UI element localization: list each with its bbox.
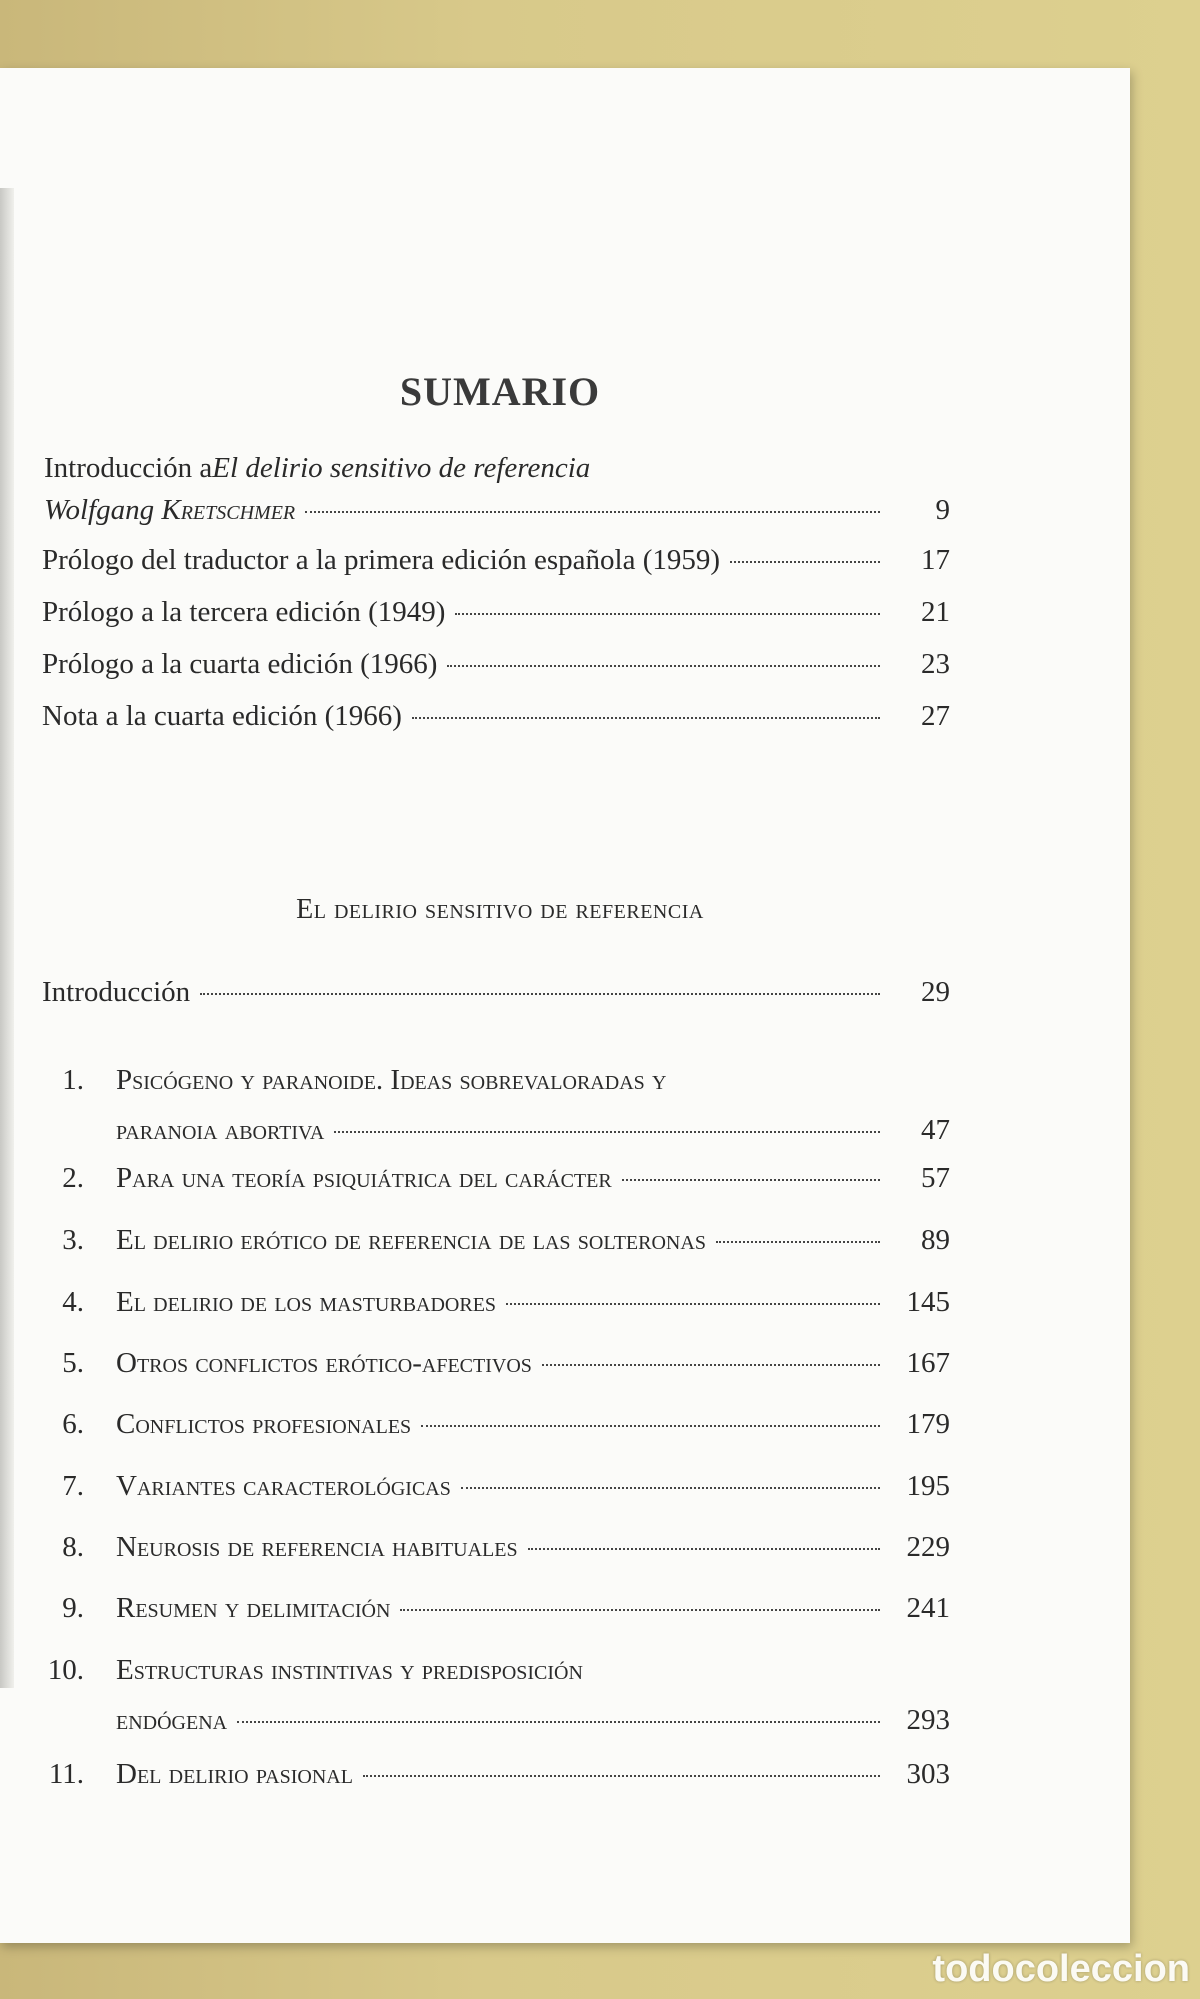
chapter-number: 1.: [62, 1064, 84, 1096]
chapter-title: Conflictos profesionales: [116, 1408, 412, 1440]
section-heading: El delirio sensitivo de referencia: [296, 894, 704, 925]
chapter-number: 9.: [62, 1592, 84, 1624]
chapter-number: 4.: [62, 1286, 84, 1318]
toc-page-number: 179: [906, 1408, 950, 1440]
toc-page-number: 145: [906, 1286, 950, 1318]
dot-leader: [461, 1487, 880, 1489]
toc-entry-prologo-traductor: Prólogo del traductor a la primera edición española (1959) 17: [42, 544, 950, 576]
toc-entry-intro-line2: [44, 492, 950, 528]
dot-leader: [363, 1775, 880, 1777]
toc-entry-chapter: [116, 1529, 950, 1565]
toc-page-number: 17: [921, 544, 950, 576]
watermark-logo: todocoleccion: [932, 1948, 1190, 1990]
toc-entry-prologo-tercera: Prólogo a la tercera edición (1949) 21: [42, 596, 950, 628]
book-page: [0, 68, 1130, 1943]
chapter-number: 3.: [62, 1224, 84, 1256]
toc-entry-chapter: [116, 1468, 950, 1504]
toc-entry-introduccion: Introducción 29: [42, 976, 950, 1008]
chapter-title: Resumen y delimitación: [116, 1592, 391, 1624]
dot-leader: [200, 993, 880, 995]
dot-leader: [237, 1721, 880, 1723]
dot-leader: [506, 1303, 880, 1305]
toc-entry-chapter: [116, 1406, 950, 1442]
toc-entry-intro-prefix: Introducción a: [44, 452, 213, 484]
toc-entry-chapter: [116, 1702, 950, 1738]
toc-page-number: 27: [921, 700, 950, 732]
toc-page-number: 89: [921, 1224, 950, 1256]
toc-page-number: 9: [935, 494, 950, 526]
chapter-title: El delirio erótico de referencia de las solteronas: [116, 1224, 706, 1256]
dot-leader: [528, 1548, 880, 1550]
chapter-title-line1: Estructuras instintivas y predisposición: [116, 1654, 583, 1686]
toc-entry-nota-cuarta: Nota a la cuarta edición (1966) 27: [42, 700, 950, 732]
chapter-number: 11.: [48, 1758, 84, 1790]
dot-leader: [455, 613, 880, 615]
toc-page-number: 195: [906, 1470, 950, 1502]
chapter-title: El delirio de los masturbadores: [116, 1286, 497, 1318]
chapter-number: 7.: [62, 1470, 84, 1502]
toc-entry-intro-line1: [44, 450, 590, 486]
toc-page-number: 47: [921, 1114, 950, 1146]
dot-leader: [412, 717, 880, 719]
dot-leader: [334, 1131, 880, 1133]
dot-leader: [305, 511, 880, 513]
chapter-title-line2: endógena: [116, 1704, 228, 1736]
chapter-title-line2: paranoia abortiva: [116, 1114, 325, 1146]
dot-leader: [542, 1364, 880, 1366]
chapter-title: Otros conflictos erótico-afectivos: [116, 1347, 532, 1379]
table-of-contents: [0, 68, 1130, 1943]
dot-leader: [447, 665, 880, 667]
chapter-number: 8.: [62, 1531, 84, 1563]
chapter-title: Variantes caracterológicas: [116, 1470, 451, 1502]
toc-entry-chapter: [116, 1222, 950, 1258]
toc-page-number: 21: [921, 596, 950, 628]
toc-page-number: 293: [906, 1704, 950, 1736]
toc-entry-chapter: [116, 1756, 950, 1792]
dot-leader: [716, 1241, 880, 1243]
chapter-number: 2.: [62, 1162, 84, 1194]
toc-page-number: 229: [906, 1531, 950, 1563]
dot-leader: [622, 1179, 880, 1181]
dot-leader: [421, 1425, 880, 1427]
toc-page-number: 57: [921, 1162, 950, 1194]
toc-entry-prologo-cuarta: Prólogo a la cuarta edición (1966) 23: [42, 648, 950, 680]
toc-page-number: 167: [906, 1347, 950, 1379]
page-title: SUMARIO: [399, 369, 601, 414]
toc-entry-intro-title: El delirio sensitivo de referencia: [212, 452, 591, 484]
chapter-title-line1: Psicógeno y paranoide. Ideas sobrevaloradas y: [116, 1064, 667, 1096]
toc-page-number: 23: [921, 648, 950, 680]
chapter-number: 5.: [62, 1347, 84, 1379]
toc-entry-chapter: [116, 1345, 950, 1381]
toc-entry-chapter: [116, 1590, 950, 1626]
toc-entry-chapter: [116, 1112, 950, 1148]
toc-entry-chapter: [116, 1160, 950, 1196]
chapter-title: Neurosis de referencia habituales: [116, 1531, 518, 1563]
dot-leader: [400, 1609, 880, 1611]
chapter-number: 10.: [47, 1654, 84, 1686]
toc-entry-chapter: [116, 1284, 950, 1320]
chapter-title: Para una teoría psiquiátrica del carácter: [116, 1162, 612, 1194]
toc-page-number: 303: [906, 1758, 950, 1790]
dot-leader: [730, 561, 880, 563]
chapter-title: Del delirio pasional: [116, 1758, 353, 1790]
toc-entry-intro-author: Wolfgang Kretschmer: [44, 494, 296, 526]
toc-page-number: 29: [921, 976, 950, 1008]
chapter-number: 6.: [62, 1408, 84, 1440]
toc-page-number: 241: [906, 1592, 950, 1624]
